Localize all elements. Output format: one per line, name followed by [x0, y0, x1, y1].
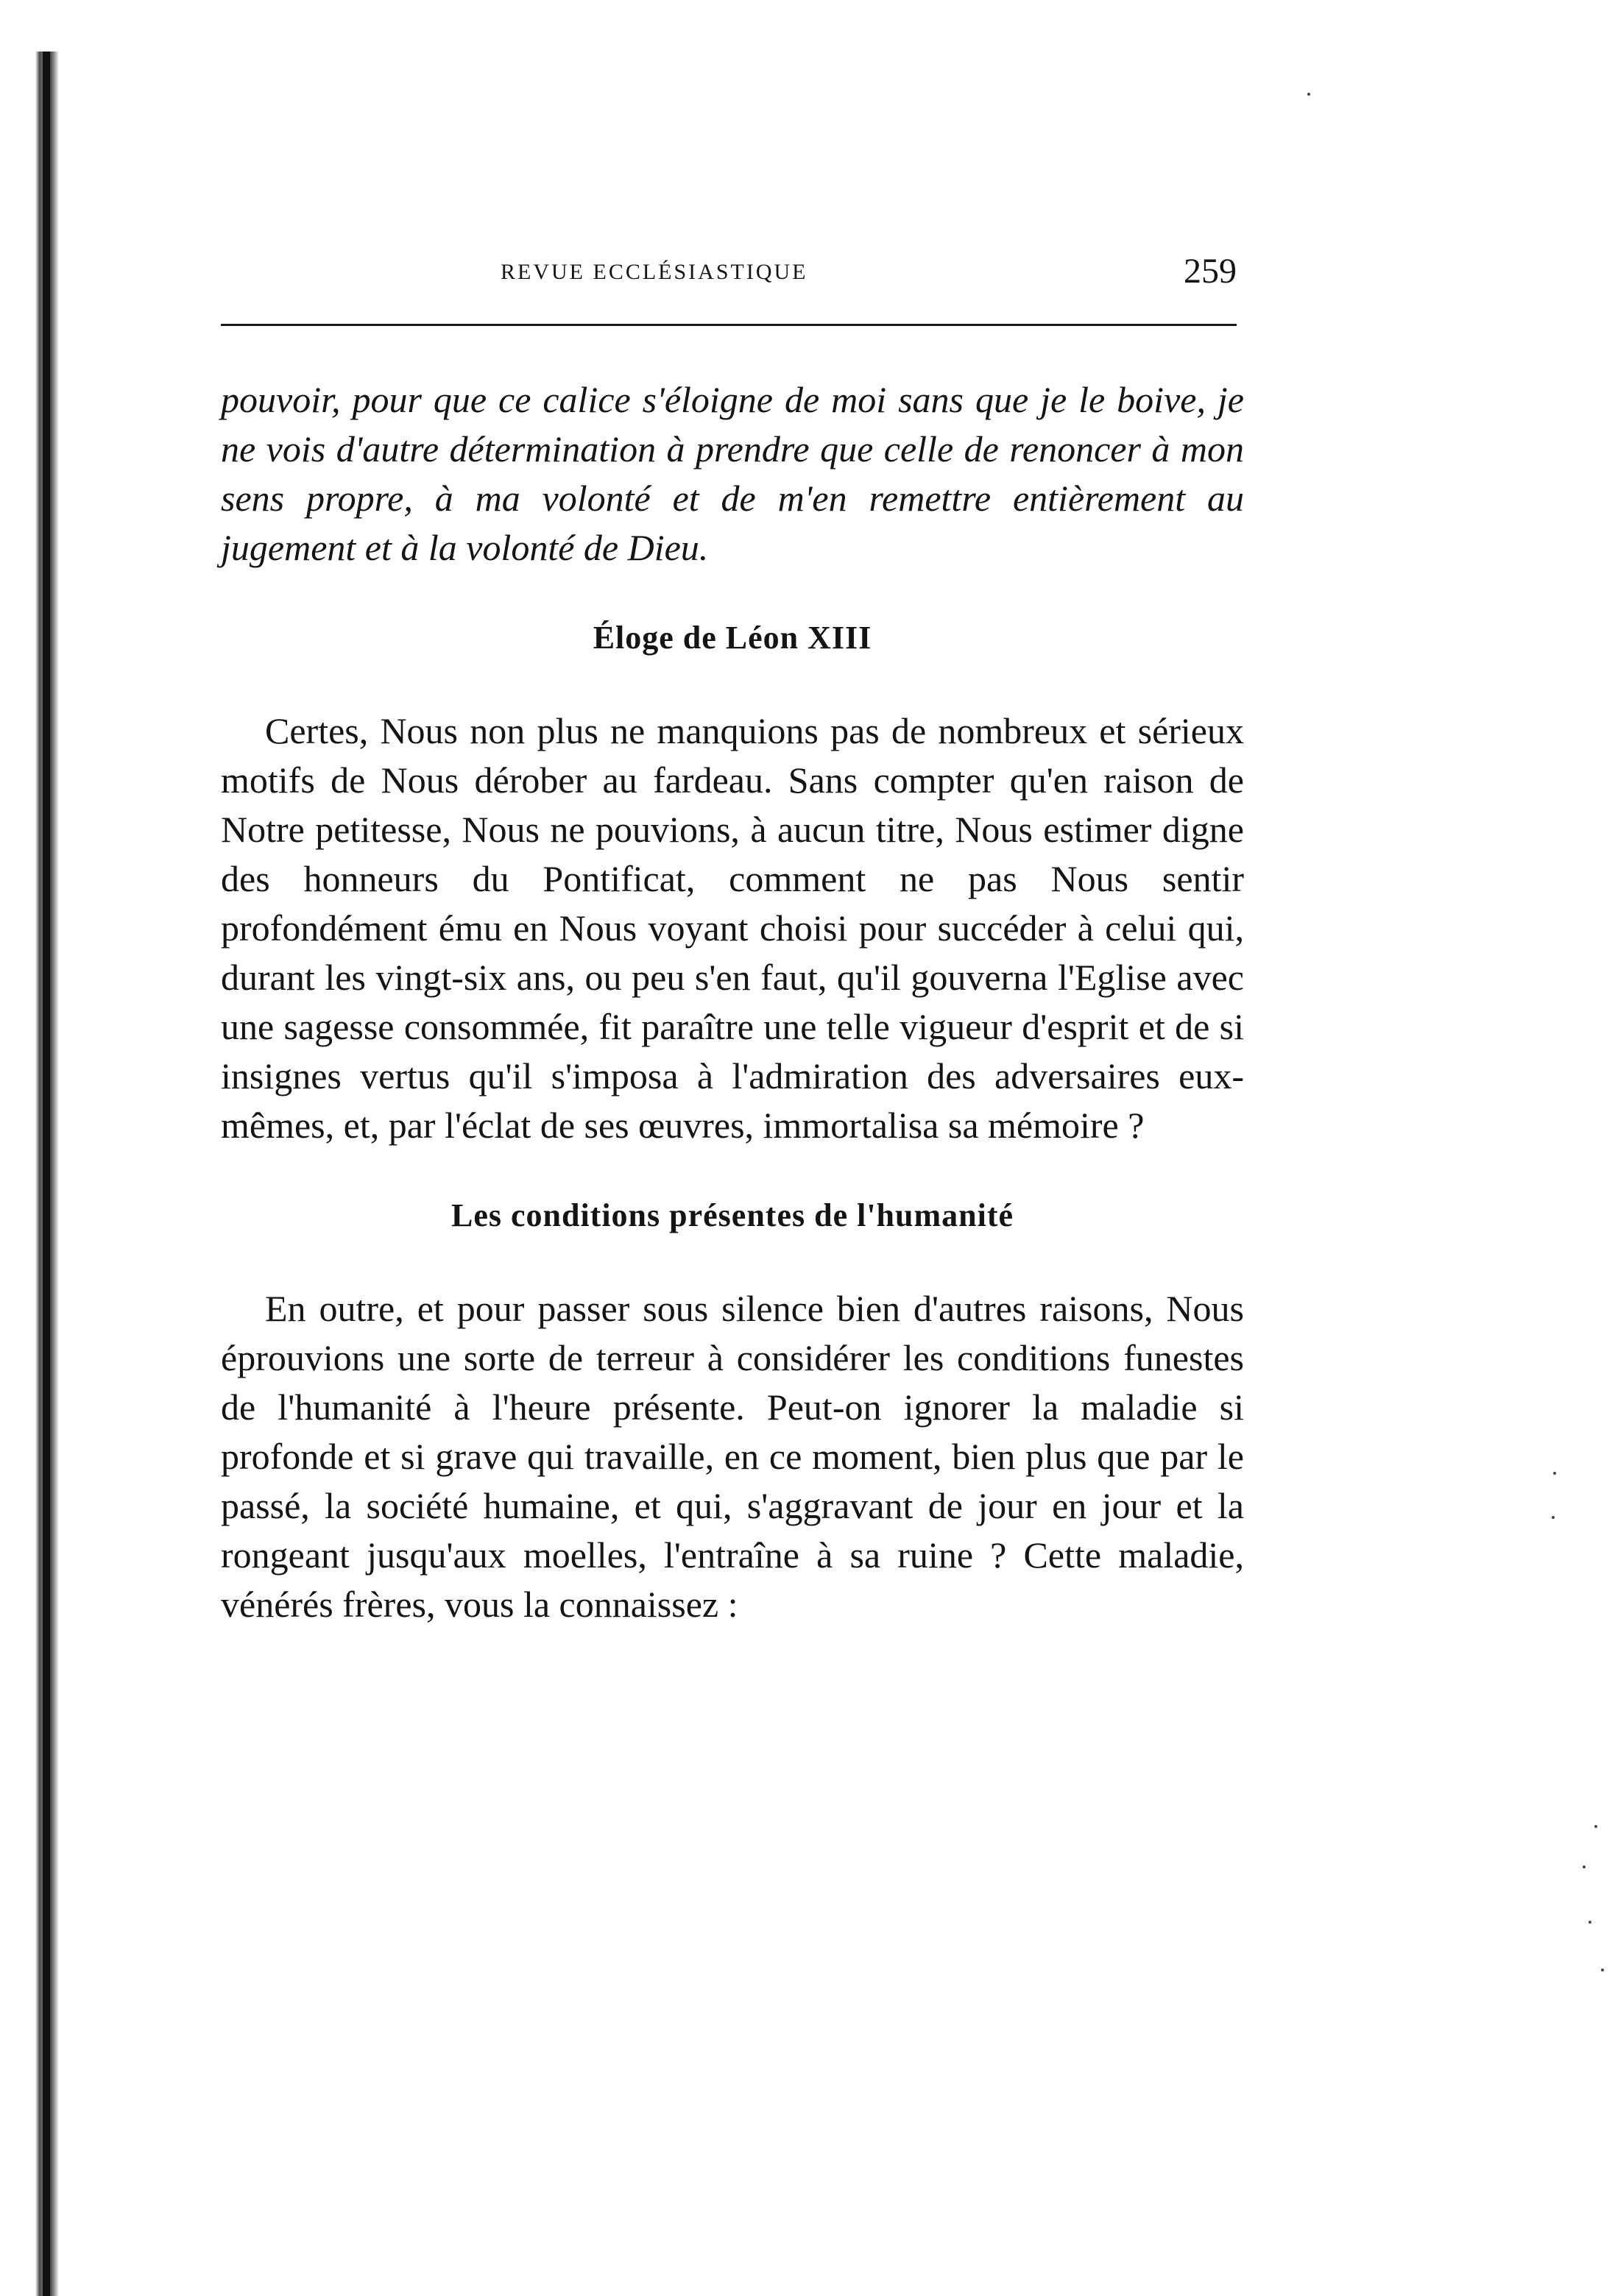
paragraph-conditions: En outre, et pour passer sous silence bien d'autres raisons, Nous éprouvions une sorte de terreur à considérer les conditions funestes de l'humanité à l'heure présente. Peut-on ignorer la maladie si profonde et si grave qui travaille, en ce moment, bien plus que par le passé, la société humaine, et qui, s'aggravant de jour en jour et la rongeant jusqu'aux moelles, l'entraîne à sa ruine ? Cette maladie, vénérés frères, vous la connaissez : [221, 1288, 1244, 1625]
scan-speck [1589, 1921, 1591, 1924]
scan-speck [1307, 93, 1310, 96]
scan-speck [1583, 1866, 1586, 1868]
page-number: 259 [1184, 252, 1237, 291]
running-head [221, 254, 1237, 298]
continuation-paragraph: pouvoir, pour que ce calice s'éloigne de moi sans que je le boive, je ne vois d'autre détermination à prendre que celle de renoncer à mon sens propre, à ma volonté et de m'en remettre entièrement au jugement et à la volonté de Dieu. [221, 379, 1244, 568]
section-heading-eloge: Éloge de Léon XIII [593, 620, 872, 656]
scan-speck [1601, 1969, 1604, 1971]
section-heading-conditions: Les conditions présentes de l'humanité [450, 1197, 1014, 1233]
paragraph-eloge: Certes, Nous non plus ne manquions pas de nombreux et sérieux motifs de Nous dérober au fardeau. Sans compter qu'en raison de Notre petitesse, Nous ne pouvions, à aucun titre, Nous estimer digne des honneurs du Pontificat, comment ne pas Nous sentir profondément ému en Nous voyant choisi pour succéder à celui qui, durant les vingt-six ans, ou peu s'en faut, qu'il gouverna l'Eglise avec une sagesse consommée, fit paraître une telle vigueur d'esprit et de si insignes vertus qu'il s'imposa à l'admiration des adversaires eux-mêmes, et, par l'éclat de ses œuvres, immortalisa sa mémoire ? [221, 710, 1244, 1146]
scan-speck [1552, 1516, 1555, 1519]
binding-edge [43, 52, 50, 2296]
body-text [221, 375, 1244, 1629]
scan-speck [1594, 1825, 1597, 1828]
scan-speck [1553, 1472, 1556, 1475]
header-rule [221, 324, 1237, 326]
running-title: REVUE ECCLÉSIASTIQUE [501, 260, 808, 284]
